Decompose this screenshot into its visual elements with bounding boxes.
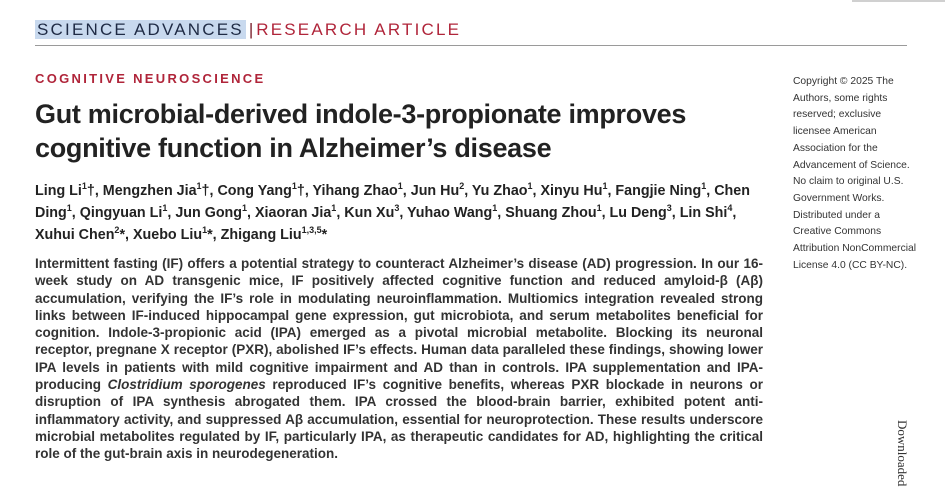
author-name: Xinyu Hu bbox=[540, 183, 603, 199]
article-title: Gut microbial-derived indole-3-propionate improves cognitive function in Alzheimer’s disease bbox=[35, 99, 687, 163]
author-name: Fangjie Ning bbox=[615, 183, 702, 199]
author-affiliation: 4 bbox=[727, 203, 733, 214]
author bbox=[133, 227, 213, 243]
author bbox=[407, 205, 497, 221]
abstract-text-2: reproduced IF’s cognitive benefits, whereas PXR blockade in neurons or disruption of IPA synthesis abrogated them. IPA crossed the blood-brain barrier, exhibited potent anti-inflammatory activity, and suppressed Aβ accumulation, essential for neuroprotection. These results underscore microbial metabolites regulated by IF, particularly IPA, as therapeutic candidates for AD, highlighting the critical role of the gut-brain axis in neurodegeneration. bbox=[35, 377, 763, 462]
author-affiliation: 1 bbox=[527, 181, 533, 192]
author-mark: * bbox=[321, 227, 328, 243]
author bbox=[472, 183, 533, 199]
author-affiliation: 3 bbox=[394, 203, 400, 214]
author-affiliation: 1 bbox=[596, 203, 602, 214]
author bbox=[680, 205, 733, 221]
author-name: Qingyuan Li bbox=[79, 205, 163, 221]
journal-name: SCIENCE ADVANCES bbox=[37, 20, 244, 39]
author bbox=[175, 205, 247, 221]
author-affiliation: 1 bbox=[196, 181, 202, 192]
author-affiliation: 1 bbox=[291, 181, 297, 192]
author-name: Kun Xu bbox=[344, 205, 395, 221]
author bbox=[411, 183, 464, 199]
section-label: COGNITIVE NEUROSCIENCE bbox=[35, 71, 266, 86]
author-mark: † bbox=[86, 183, 95, 199]
author-mark: * bbox=[207, 227, 213, 243]
author-name: Xuhui Chen bbox=[35, 227, 115, 243]
author-affiliation: 1 bbox=[66, 203, 72, 214]
author-name: Lin Shi bbox=[679, 205, 728, 221]
author-name: Jun Gong bbox=[175, 205, 243, 221]
author-name: Xiaoran Jia bbox=[255, 205, 332, 221]
author-affiliation: 2 bbox=[114, 225, 120, 236]
author bbox=[505, 205, 601, 221]
author-affiliation: 2 bbox=[459, 181, 465, 192]
author-name: Yihang Zhao bbox=[312, 183, 398, 199]
abstract-text-1: Intermittent fasting (IF) offers a potential strategy to counteract Alzheimer’s disease (AD) progression. In our 16-week study on AD transgenic mice, IF positively affected cognitive function and reduced amyloid-β (Aβ) accumulation, verifying the IF’s role in modulating neuroinflammation. Multiomics integration revealed strong links between IF-induced hippocampal gene expression, gut microbiota, and serum metabolites beneficial for cognition. Indole-3-propionic acid (IPA) emerged as a pivotal microbial metabolite. Blocking its neuronal receptor, pregnane X receptor (PXR), abolished IF’s effects. Human data paralleled these findings, showing lower IPA levels in patients with mild cognitive impairment and AD than in controls. IPA supplementation and IPA-producing bbox=[35, 256, 763, 393]
author-affiliation: 1 bbox=[242, 203, 248, 214]
author bbox=[35, 183, 95, 199]
author-mark: * bbox=[119, 227, 126, 243]
author-name: Zhigang Liu bbox=[220, 227, 302, 243]
author-mark: † bbox=[201, 183, 210, 199]
downloaded-label: Downloaded bbox=[895, 420, 910, 487]
author-name: Cong Yang bbox=[217, 183, 292, 199]
author bbox=[344, 205, 399, 221]
author-list: Ling Li$^1$†, Mengzhen Jia$^1$†, Cong Yang$^1$†, Yihang Zhao$^1$, Jun Hu$^2$, Yu Zhao$^1$, Xinyu Hu$^1$, Fangjie Ning$^1$, Chen Ding$^1$, Qingyuan Li$^1$, Jun Gong$^1$, Xiaoran Jia$^1$, Kun Xu$^3$, Yuhao Wang$^1$, Shuang Zhou$^1$, Lu Deng$^3$, Lin Shi$^4$, Xuhui Chen$^2$*, Xuebo Liu$^1$*, Zhigang Liu$^{1,3,5}$* bbox=[35, 181, 750, 243]
author bbox=[255, 205, 336, 221]
author-name: Xuebo Liu bbox=[132, 227, 203, 243]
author-name: Shuang Zhou bbox=[505, 205, 597, 221]
author-name: Ling Li bbox=[35, 183, 82, 199]
author-name: Chen Ding bbox=[35, 183, 750, 221]
author-affiliation: 1 bbox=[701, 181, 707, 192]
header-rule bbox=[35, 45, 907, 46]
author-affiliation: 1,3,5 bbox=[301, 225, 322, 236]
copyright-notice: Copyright © 2025 The Authors, some rights reserved; exclusive licensee American Association for the Advancement of Science. No claim to original U.S. Government Works. Distributed under a Creative Commons Attribution NonCommercial License 4.0 (CC BY-NC). bbox=[793, 76, 917, 271]
author bbox=[217, 183, 304, 199]
author-affiliation: 1 bbox=[602, 181, 608, 192]
author bbox=[610, 205, 672, 221]
author-name: Yu Zhao bbox=[471, 183, 528, 199]
author-name: Lu Deng bbox=[609, 205, 667, 221]
abstract-species: Clostridium sporogenes bbox=[107, 377, 266, 393]
article-type: RESEARCH ARTICLE bbox=[256, 20, 462, 39]
author bbox=[35, 227, 125, 243]
author-name: Yuhao Wang bbox=[407, 205, 493, 221]
author bbox=[615, 183, 706, 199]
author-affiliation: 1 bbox=[492, 203, 498, 214]
header-separator: | bbox=[248, 20, 254, 39]
author-affiliation: 1 bbox=[331, 203, 337, 214]
author bbox=[80, 205, 168, 221]
author-name: Mengzhen Jia bbox=[102, 183, 197, 199]
abstract bbox=[35, 255, 763, 463]
author-affiliation: 1 bbox=[202, 225, 208, 236]
author-mark: † bbox=[296, 183, 305, 199]
corner-rule bbox=[852, 0, 945, 2]
journal-header bbox=[35, 20, 461, 40]
author bbox=[103, 183, 210, 199]
author-name: Jun Hu bbox=[410, 183, 460, 199]
author-affiliation: 3 bbox=[666, 203, 672, 214]
author bbox=[313, 183, 403, 199]
author-affiliation: 1 bbox=[397, 181, 403, 192]
author bbox=[221, 227, 328, 243]
author-affiliation: 1 bbox=[162, 203, 168, 214]
author bbox=[540, 183, 607, 199]
author-affiliation: 1 bbox=[81, 181, 87, 192]
